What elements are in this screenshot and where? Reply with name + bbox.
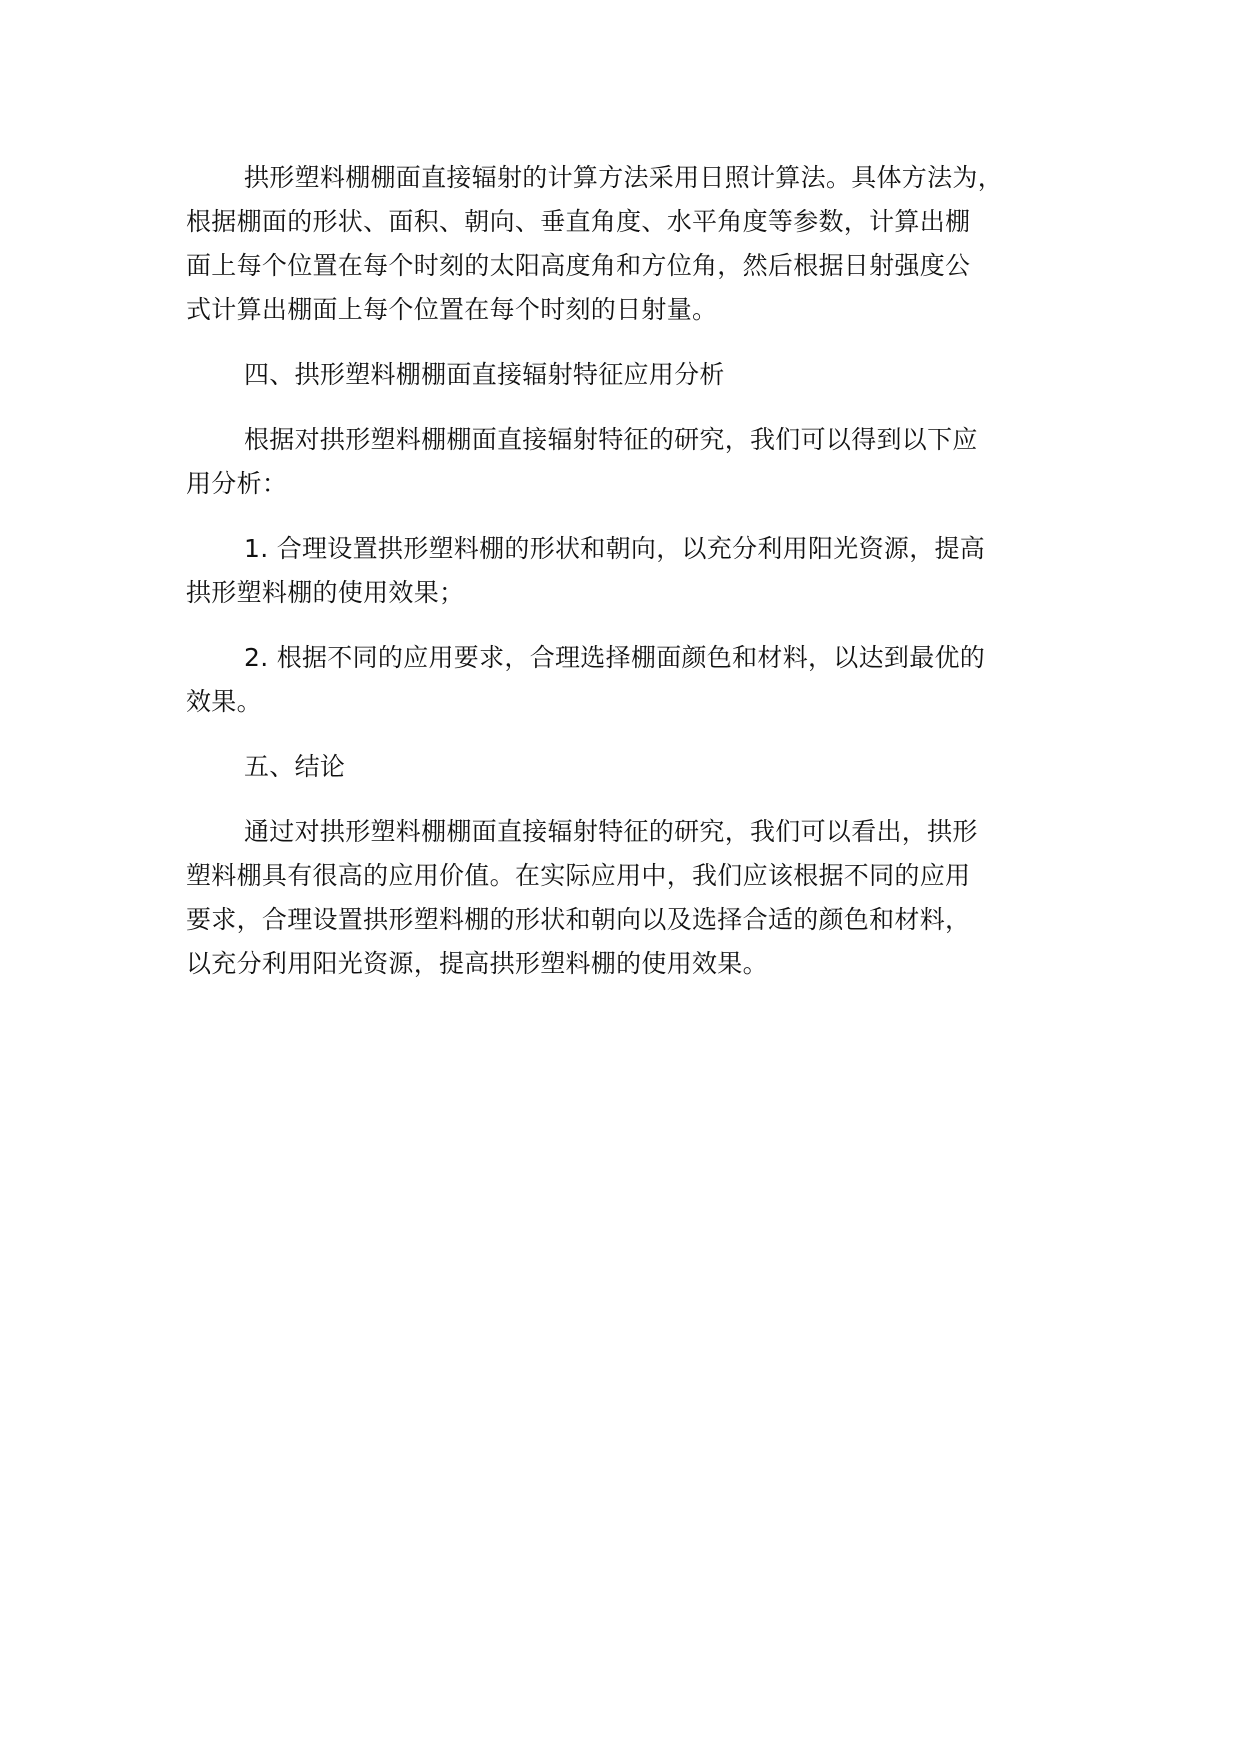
text-line: 用分析： — [186, 469, 288, 498]
text-line: 2. 根据不同的应用要求，合理选择棚面颜色和材料，以达到最优的 — [244, 643, 986, 672]
text-line: 要求，合理设置拱形塑料棚的形状和朝向以及选择合适的颜色和材料， — [186, 905, 971, 934]
text-line: 通过对拱形塑料棚棚面直接辐射特征的研究，我们可以看出，拱形 — [244, 817, 978, 846]
paragraph-calculation-method — [186, 156, 1076, 332]
section-heading-5: 五、结论 — [244, 752, 346, 781]
text-line: 面上每个位置在每个时刻的太阳高度角和方位角，然后根据日射强度公 — [186, 251, 971, 280]
text-line: 拱形塑料棚的使用效果； — [186, 578, 465, 607]
list-item-2 — [186, 636, 1076, 724]
section-heading-4: 四、拱形塑料棚棚面直接辐射特征应用分析 — [244, 360, 725, 389]
text-line: 以充分利用阳光资源，提高拱形塑料棚的使用效果。 — [186, 949, 768, 978]
text-line: 根据对拱形塑料棚棚面直接辐射特征的研究，我们可以得到以下应 — [244, 425, 978, 454]
text-line: 式计算出棚面上每个位置在每个时刻的日射量。 — [186, 295, 718, 324]
text-line: 塑料棚具有很高的应用价值。在实际应用中，我们应该根据不同的应用 — [186, 861, 971, 890]
document-body — [186, 156, 1076, 1007]
text-line: 拱形塑料棚棚面直接辐射的计算方法采用日照计算法。具体方法为， — [244, 163, 1004, 192]
paragraph-conclusion — [186, 810, 1076, 986]
text-line: 效果。 — [186, 687, 262, 716]
text-line: 1. 合理设置拱形塑料棚的形状和朝向，以充分利用阳光资源，提高 — [244, 534, 986, 563]
list-item-1 — [186, 527, 1076, 615]
text-line: 根据棚面的形状、面积、朝向、垂直角度、水平角度等参数，计算出棚 — [186, 207, 971, 236]
paragraph-application-intro — [186, 418, 1076, 506]
